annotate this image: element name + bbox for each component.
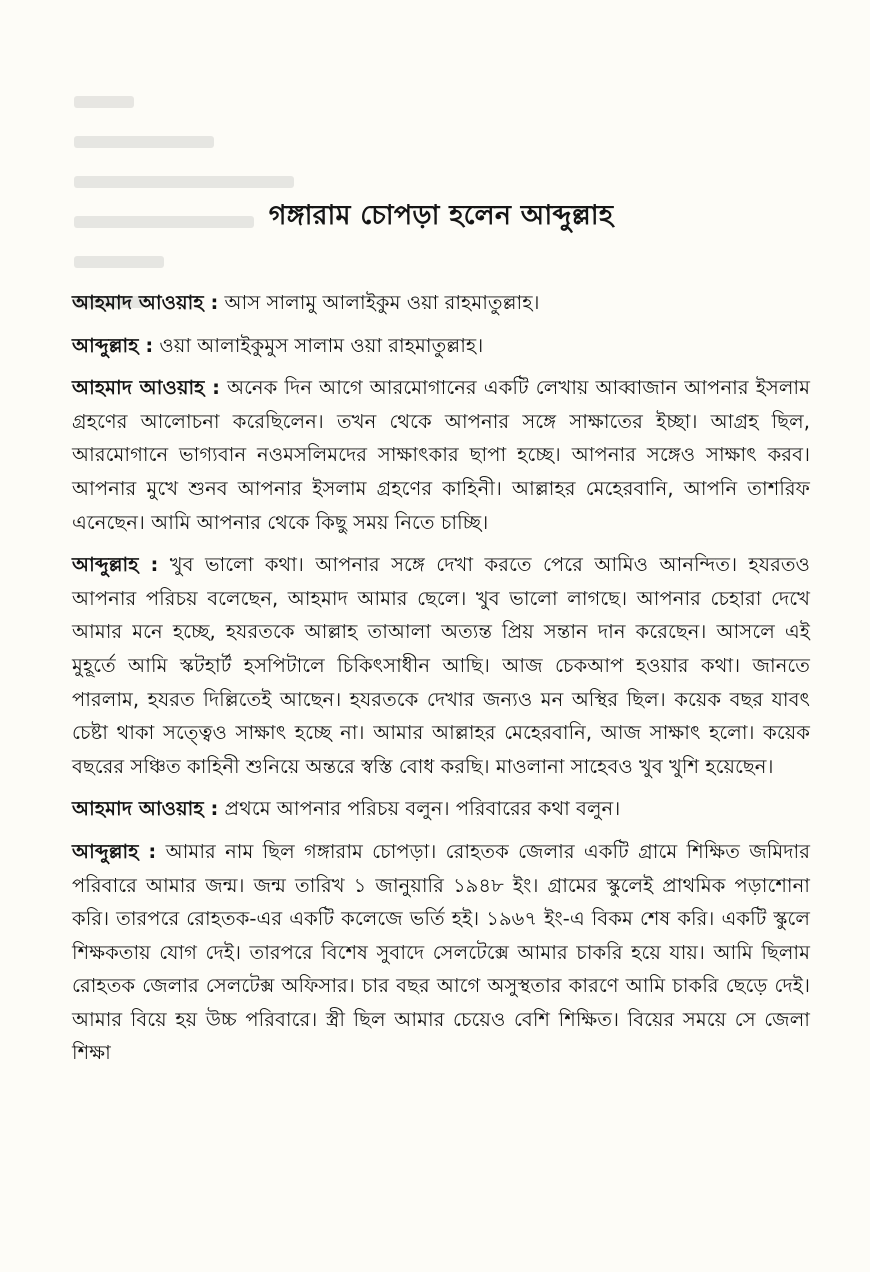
dialogue-text: প্রথমে আপনার পরিচয় বলুন। পরিবারের কথা বলুন। [224, 797, 621, 821]
book-page [72, 195, 810, 1079]
dialogue-paragraph [72, 835, 810, 1070]
dialogue-text: খুব ভালো কথা। আপনার সঙ্গে দেখা করতে পেরে আমিও আনন্দিত। হযরতও আপনার পরিচয় বলেছেন, আহমাদ আমার ছেলে। খুব ভালো লাগছে। আপনার চেহারা দেখে আমার মনে হচ্ছে, হযরতকে আল্লাহ তাআলা অত্যন্ত প্রিয় সন্তান দান করেছেন। আসলে এই মুহূর্তে আমি স্কটহার্ট হসপিটালে চিকিৎসাধীন আছি। আজ চেকআপ হওয়ার কথা। জানতে পারলাম, হযরত দিল্লিতেই আছেন। হযরতকে দেখার জন্যও মন অস্থির ছিল। কয়েক বছর যাবৎ চেষ্টা থাকা সত্ত্বেও সাক্ষাৎ হচ্ছে না। আমার আল্লাহর মেহেরবানি, আজ সাক্ষাৎ হলো। কয়েক বছরের সঞ্চিত কাহিনী শুনিয়ে অন্তরে স্বস্তি বোধ করছি। মাওলানা সাহেবও খুব খুশি হয়েছেন। [72, 553, 810, 778]
dialogue-paragraph [72, 329, 810, 363]
speaker-name: আহমাদ আওয়াহ : [72, 797, 219, 821]
dialogue-text: আস সালামু আলাইকুম ওয়া রাহমাতুল্লাহ। [224, 291, 540, 314]
chapter-title: গঙ্গারাম চোপড়া হলেন আব্দুল্লাহ [268, 200, 614, 231]
dialogue-text: ওয়া আলাইকুমুস সালাম ওয়া রাহমাতুল্লাহ। [159, 333, 484, 357]
speaker-name: আব্দুল্লাহ : [72, 839, 157, 863]
dialogue-paragraph [72, 548, 810, 783]
dialogue-text: অনেক দিন আগে আরমোগানের একটি লেখায় আব্বাজান আপনার ইসলাম গ্রহণের আলোচনা করেছিলেন। তখন থেকে আপনার সঙ্গে সাক্ষাতের ইচ্ছা। আগ্রহ ছিল, আরমোগানে ভাগ্যবান নওমসলিমদের সাক্ষাৎকার ছাপা হচ্ছে। আপনার সঙ্গেও সাক্ষাৎ করব। আপনার মুখে শুনব আপনার ইসলাম গ্রহণের কাহিনী। আল্লাহর মেহেরবানি, আপনি তাশরিফ এনেছেন। আমি আপনার থেকে কিছু সময় নিতে চাচ্ছি। [72, 376, 810, 534]
speaker-name: আব্দুল্লাহ : [72, 553, 159, 577]
speaker-name: আব্দুল্লাহ : [72, 333, 154, 357]
speaker-name: আহমাদ আওয়াহ : [72, 376, 220, 400]
dialogue-paragraph [72, 371, 810, 539]
dialogue-paragraph [72, 792, 810, 826]
dialogue-paragraph [72, 286, 810, 320]
dialogue-text: আমার নাম ছিল গঙ্গারাম চোপড়া। রোহতক জেলার একটি গ্রামে শিক্ষিত জমিদার পরিবারে আমার জন্ম। জন্ম তারিখ ১ জানুয়ারি ১৯৪৮ ইং। গ্রামের স্কুলেই প্রাথমিক পড়াশোনা করি। তারপরে রোহতক-এর একটি কলেজে ভর্তি হই। ১৯৬৭ ইং-এ বিকম শেষ করি। একটি স্কুলে শিক্ষকতায় যোগ দেই। তারপরে বিশেষ সুবাদে সেলটেক্সে আমার চাকরি হয়ে যায়। আমি ছিলাম রোহতক জেলার সেলটেক্স অফিসার। চার বছর আগে অসুস্থতার কারণে আমি চাকরি ছেড়ে দেই। আমার বিয়ে হয় উচ্চ পরিবারে। স্ত্রী ছিল আমার চেয়েও বেশি শিক্ষিত। বিয়ের সময়ে সে জেলা শিক্ষা [72, 839, 810, 1065]
speaker-name: আহমাদ আওয়াহ : [72, 291, 219, 314]
